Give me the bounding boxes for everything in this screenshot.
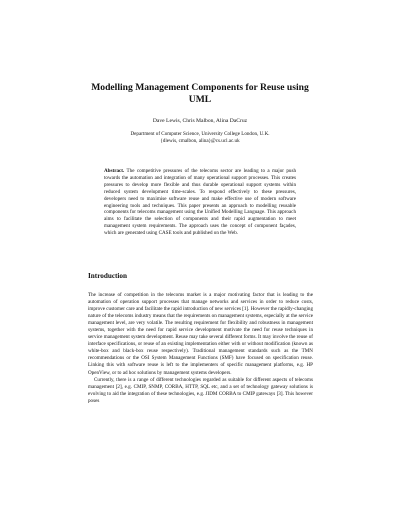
abstract-body: The competitive pressures of the telecoms sector are leading to a major push towards the automation and integration of many operational support processes. This creates pressures to develop more flexible and thus durable operational support systems within reduced system development time-scales. To respond effectively to these pressures, developers need to maximise software reuse and make effective use of modern software engineering tools and techniques. This paper presents an approach to modelling reusable components for telecoms management using the Unified Modelling Language. This approach aims to facilitate the selection of components and their rapid augmentation to meet management system requirements. The approach uses the concept of component façades, which are generated using CASE tools and published on the Web.: [104, 168, 296, 237]
author-list: Dave Lewis, Chris Malbon, Alina DaCruz: [152, 118, 248, 124]
affiliation: Department of Computer Science, University College London, U.K.: [130, 131, 270, 137]
paragraph: Currently, there is a range of different technologies regarded as suitable for different aspects of telecoms management [2], e.g. CMIP, SNMP, CORBA, HTTP, SQL etc, and a set of technology gateway solutions is evolving to aid the integration of these technologies, e.g. JIDM CORBA to CMIP gateways [3]. This however poses: [88, 376, 313, 404]
paragraph: The increase of competition in the telecoms market is a major motivating factor that is leading to the automation of operation support processes that manage networks and services in order to reduce costs, improve customer care and facilitate the rapid introduction of new services [1]. However the rapidly-changing nature of the telecoms industry means that the requirements on management systems, especially at the service management level, are very volatile. The resulting requirement for flexibility and robustness in management systems, together with the need for rapid service development motivate the need for reuse techniques in service management system development. Reuse may take several different forms. It may involve the reuse of interface specifications, or reuse of an existing implementation either with or without modification (known as white-box and black-box reuse respectively). Traditional management standards such as the TMN recommendations or the OSI System Management Functions (SMF) have focused on specification reuse. Linking this with software reuse is left to the implementers of specific management platforms, e.g. HP OpenView, or to ad hoc solutions by management systems developers.: [88, 292, 313, 376]
email-addresses: {dlewis, cmalbon, alina}@cs.ucl.ac.uk: [160, 137, 240, 144]
affiliation-block: [60, 131, 340, 144]
abstract-label: Abstract.: [104, 168, 125, 174]
section-heading-introduction: Introduction: [88, 272, 128, 280]
abstract: [104, 168, 296, 237]
introduction-body: [88, 292, 313, 405]
paper-title: Modelling Management Components for Reuse using UML: [91, 82, 309, 105]
